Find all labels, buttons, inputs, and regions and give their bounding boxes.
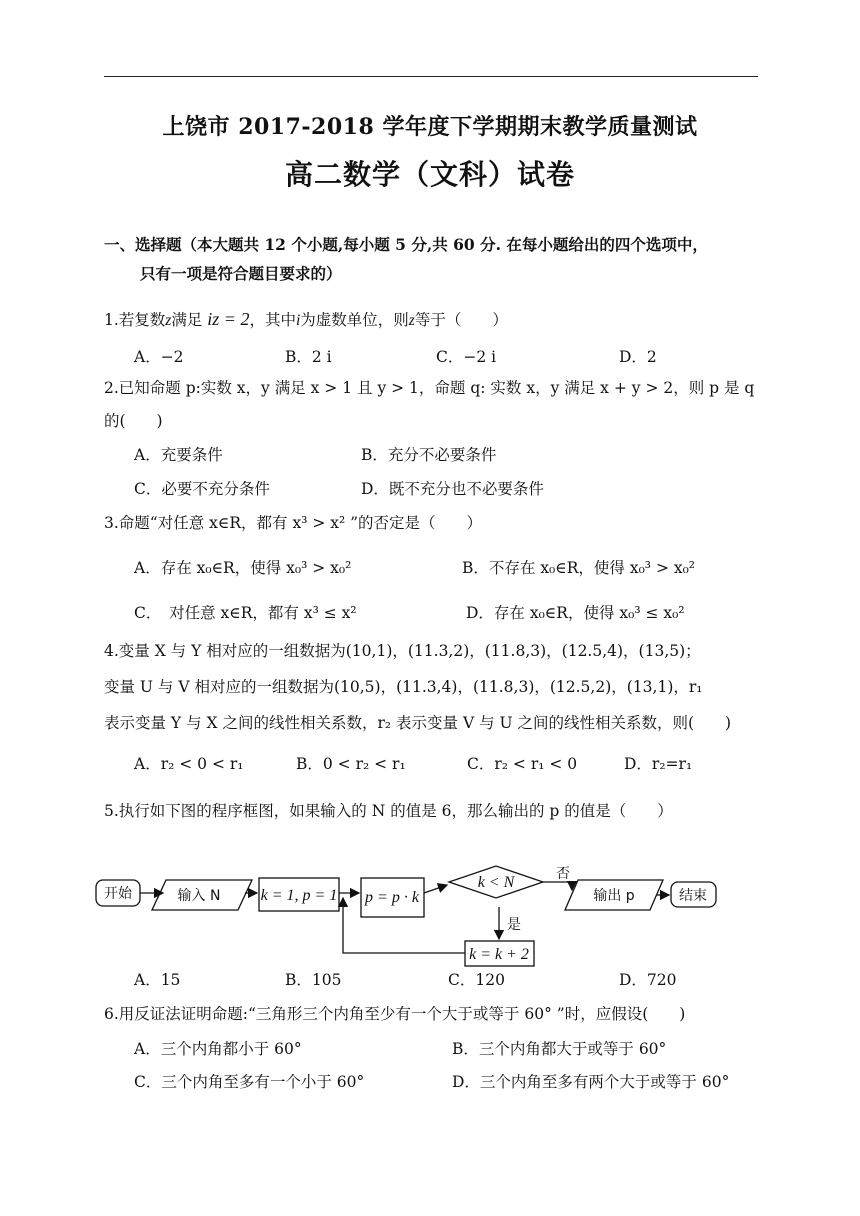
- q5-option-d: D．720: [619, 971, 677, 989]
- q6-option-d: D．三个内角至多有两个大于或等于 60°: [452, 1073, 730, 1091]
- q1-option-c: C．−2 i: [436, 348, 497, 366]
- q3-option-b: B．不存在 x₀∈R，使得 x₀³ > x₀²: [462, 559, 696, 577]
- question-3-stem: 3.命题“对任意 x∈R，都有 x³ > x² ”的否定是（ ）: [104, 514, 483, 532]
- flow-end-label: 结束: [679, 888, 707, 904]
- q2-option-c: C．必要不充分条件: [134, 480, 270, 498]
- question-5-stem: 5.执行如下图的程序框图，如果输入的 N 的值是 6，那么输出的 p 的值是（ ）: [104, 802, 673, 820]
- question-1-stem: 1.若复数z满足 iz = 2，其中i为虚数单位，则z等于（ ）: [104, 309, 508, 329]
- flow-output-label: 输出 p: [593, 888, 635, 904]
- flow-no-label: 否: [556, 866, 570, 882]
- q5-option-a: A．15: [134, 971, 181, 989]
- q6-option-a: A．三个内角都小于 60°: [134, 1040, 302, 1058]
- flow-input-label: 输入 N: [177, 888, 221, 904]
- q3-option-c: C． 对任意 x∈R，都有 x³ ≤ x²: [134, 604, 357, 622]
- flow-start-label: 开始: [104, 886, 132, 902]
- question-4-stem-cont2: 表示变量 Y 与 X 之间的线性相关系数，r₂ 表示变量 V 与 U 之间的线性相关系数，则( ): [104, 714, 732, 732]
- section-heading: 一、选择题（本大题共 12 个小题,每小题 5 分,共 60 分. 在每小题给出的四个选项中，: [104, 235, 708, 254]
- question-4-stem: 4.变量 X 与 Y 相对应的一组数据为(10,1)，(11.3,2)，(11.8,3)，(12.5,4)，(13,5)；: [104, 642, 701, 660]
- q1-option-a: A．−2: [134, 348, 184, 366]
- q2-option-d: D．既不充分也不必要条件: [361, 480, 544, 498]
- q2-option-a: A．充要条件: [134, 446, 223, 464]
- flow-condition-label: k < N: [477, 874, 515, 891]
- exam-title: 上饶市 2017-2018 学年度下学期期末教学质量测试: [162, 114, 698, 140]
- q1-option-d: D．2: [619, 348, 657, 366]
- q1-option-b: B．2 i: [285, 348, 332, 366]
- q3-option-d: D．存在 x₀∈R，使得 x₀³ ≤ x₀²: [466, 604, 685, 622]
- q3-option-a: A．存在 x₀∈R，使得 x₀³ > x₀²: [134, 559, 352, 577]
- flow-init-label: k = 1, p = 1: [260, 887, 338, 904]
- flow-increment-label: k = k + 2: [469, 946, 529, 963]
- flow-assign-label: p = p · k: [365, 889, 419, 906]
- q5-option-c: C．120: [448, 971, 505, 989]
- flow-yes-label: 是: [507, 917, 521, 933]
- question-4-stem-cont: 变量 U 与 V 相对应的一组数据为(10,5)，(11.3,4)，(11.8,3)，(12.5,2)，(13,1)，r₁: [104, 678, 703, 696]
- question-6-stem: 6.用反证法证明命题:“三角形三个内角至少有一个大于或等于 60° ”时，应假设( ): [104, 1005, 686, 1023]
- q4-option-c: C．r₂ < r₁ < 0: [467, 755, 578, 773]
- section-heading-cont: 只有一项是符合题目要求的）: [140, 264, 342, 283]
- q6-option-c: C．三个内角至多有一个小于 60°: [134, 1073, 365, 1091]
- paper-title: 高二数学（文科）试卷: [284, 158, 575, 191]
- q2-option-b: B．充分不必要条件: [361, 446, 497, 464]
- question-2-stem: 2.已知命题 p:实数 x，y 满足 x > 1 且 y > 1，命题 q: 实数 x，y 满足 x + y > 2，则 p 是 q: [104, 379, 755, 397]
- question-2-stem-cont: 的( ): [104, 412, 163, 430]
- q5-option-b: B．105: [285, 971, 342, 989]
- q4-option-b: B．0 < r₂ < r₁: [296, 755, 406, 773]
- q4-option-a: A．r₂ < 0 < r₁: [134, 755, 244, 773]
- q6-option-b: B．三个内角都大于或等于 60°: [452, 1040, 667, 1058]
- q4-option-d: D．r₂=r₁: [624, 755, 693, 773]
- flow-arrow-4: [424, 885, 447, 893]
